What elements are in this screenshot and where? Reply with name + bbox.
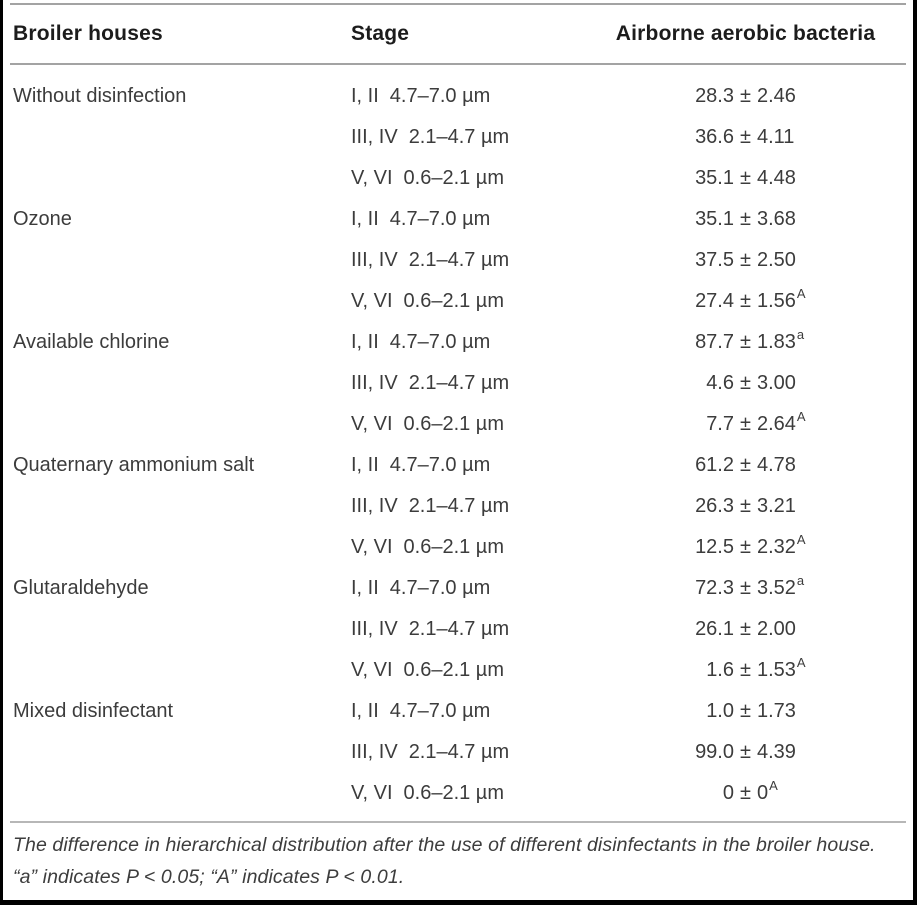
plus-minus: ± [740, 495, 751, 517]
value-cell [591, 618, 906, 641]
stage-cell [351, 618, 591, 641]
stage-range: 0.6–2.1 µm [403, 167, 504, 189]
stage-cell [351, 782, 591, 805]
table-row [13, 691, 906, 732]
sd-value [757, 741, 900, 764]
stage-range: 4.7–7.0 µm [389, 331, 491, 353]
stage-cell [351, 126, 591, 149]
mean-value: 99.0 [695, 741, 734, 763]
stage-range: 4.7–7.0 µm [389, 208, 491, 230]
stage-cell [351, 659, 591, 682]
stage-range: 4.7–7.0 µm [389, 85, 491, 107]
mean-value: 61.2 [695, 454, 734, 476]
column-header-stage: Stage [351, 22, 410, 45]
sd-value [757, 618, 900, 641]
stage-classes: III, IV [351, 249, 398, 271]
table-row [13, 76, 906, 117]
table-row [13, 486, 906, 527]
table-footnote: The difference in hierarchical distribution after the use of different disinfectants in the broiler house. “a” indicates P < 0.05; “A” indicates P < 0.01. [13, 834, 876, 888]
stage-cell [351, 454, 591, 477]
mean-value: 1.0 [706, 700, 734, 722]
sd-value [757, 85, 900, 108]
mean-value: 35.1 [695, 167, 734, 189]
stage-range: 4.7–7.0 µm [389, 577, 491, 599]
value-cell [591, 573, 906, 600]
table-row [13, 650, 906, 691]
stage-cell [351, 290, 591, 313]
plus-minus: ± [740, 741, 751, 763]
table-row [13, 568, 906, 609]
sd-number: 3.00 [756, 372, 796, 394]
table-row [13, 158, 906, 199]
sd-value [756, 655, 900, 682]
sd-number: 1.83 [756, 331, 796, 353]
stage-cell [351, 249, 591, 272]
plus-minus: ± [740, 618, 751, 640]
mean-value: 4.6 [706, 372, 734, 394]
significance-superscript: A [796, 286, 806, 302]
stage-range: 4.7–7.0 µm [389, 700, 491, 722]
significance-superscript: a [796, 327, 805, 343]
value-cell [591, 327, 906, 354]
plus-minus: ± [740, 577, 751, 599]
mean-value: 0 [722, 782, 734, 804]
plus-minus: ± [740, 290, 751, 312]
stage-range: 2.1–4.7 µm [408, 372, 510, 394]
stage-classes: I, II [351, 331, 379, 353]
sd-number: 1.73 [756, 700, 796, 722]
stage-cell [351, 85, 591, 108]
mean-value: 37.5 [695, 249, 734, 271]
table-row [13, 527, 906, 568]
sd-value [756, 327, 900, 354]
mean-value: 27.4 [695, 290, 734, 312]
stage-classes: V, VI [351, 782, 393, 804]
stage-cell [351, 741, 591, 764]
stage-range: 4.7–7.0 µm [389, 454, 491, 476]
mean-value: 26.1 [695, 618, 734, 640]
sd-number: 2.32 [756, 536, 796, 558]
sd-value [757, 700, 900, 723]
sd-value [757, 167, 900, 190]
sd-value [756, 409, 900, 436]
stage-cell [351, 495, 591, 518]
plus-minus: ± [740, 700, 751, 722]
table-body [10, 65, 906, 820]
sd-value [757, 249, 900, 272]
mean-value: 72.3 [695, 577, 734, 599]
stage-classes: III, IV [351, 495, 398, 517]
value-cell [591, 286, 906, 313]
sd-number: 4.39 [756, 741, 796, 763]
stage-classes: I, II [351, 700, 379, 722]
house-cell: Without disinfection [13, 85, 187, 107]
table-row [13, 117, 906, 158]
table-row [13, 609, 906, 650]
sd-value [757, 454, 900, 477]
value-cell [591, 532, 906, 559]
stage-range: 0.6–2.1 µm [403, 413, 504, 435]
sd-number: 2.00 [756, 618, 796, 640]
stage-cell [351, 577, 591, 600]
table-row [13, 445, 906, 486]
value-cell [591, 372, 906, 395]
stage-range: 2.1–4.7 µm [408, 249, 510, 271]
mean-value: 35.1 [695, 208, 734, 230]
stage-classes: V, VI [351, 167, 393, 189]
stage-classes: III, IV [351, 741, 398, 763]
sd-value [756, 778, 900, 805]
significance-superscript: A [769, 778, 778, 794]
table-header-row [10, 5, 906, 63]
table-row [13, 404, 906, 445]
plus-minus: ± [740, 126, 751, 148]
stage-cell [351, 372, 591, 395]
stage-classes: I, II [351, 577, 379, 599]
column-header-airborne-aerobic-bacteria: Airborne aerobic bacteria [615, 22, 876, 45]
sd-number: 2.64 [756, 413, 796, 435]
plus-minus: ± [740, 167, 751, 189]
stage-cell [351, 331, 591, 354]
stage-classes: I, II [351, 208, 379, 230]
value-cell [591, 208, 906, 231]
table-row [13, 773, 906, 814]
plus-minus: ± [740, 659, 751, 681]
plus-minus: ± [740, 372, 751, 394]
value-cell [591, 454, 906, 477]
value-cell [591, 249, 906, 272]
table-row [13, 281, 906, 322]
plus-minus: ± [740, 331, 751, 353]
plus-minus: ± [740, 782, 751, 804]
significance-superscript: A [796, 532, 806, 548]
stage-classes: III, IV [351, 126, 398, 148]
stage-classes: I, II [351, 85, 379, 107]
sd-number: 1.56 [756, 290, 796, 312]
stage-classes: V, VI [351, 659, 393, 681]
stage-classes: V, VI [351, 290, 393, 312]
mean-value: 28.3 [695, 85, 734, 107]
sd-value [757, 372, 900, 395]
plus-minus: ± [740, 536, 751, 558]
sd-number: 3.52 [756, 577, 796, 599]
sd-number: 4.78 [756, 454, 796, 476]
mean-value: 87.7 [695, 331, 734, 353]
stage-range: 0.6–2.1 µm [403, 659, 504, 681]
significance-superscript: A [796, 655, 806, 671]
stage-range: 0.6–2.1 µm [403, 290, 504, 312]
sd-value [756, 286, 900, 313]
mean-value: 7.7 [706, 413, 734, 435]
stage-classes: III, IV [351, 618, 398, 640]
stage-cell [351, 413, 591, 436]
plus-minus: ± [740, 85, 751, 107]
stage-cell [351, 208, 591, 231]
sd-number: 3.68 [756, 208, 796, 230]
column-header-broiler-houses: Broiler houses [13, 22, 163, 45]
sd-number: 4.11 [756, 126, 795, 148]
value-cell [591, 167, 906, 190]
house-cell: Ozone [13, 208, 72, 230]
sd-number: 2.46 [756, 85, 796, 107]
plus-minus: ± [740, 413, 751, 435]
sd-value [757, 126, 900, 149]
significance-superscript: A [796, 409, 806, 425]
house-cell: Quaternary ammonium salt [13, 454, 255, 476]
stage-range: 2.1–4.7 µm [408, 495, 510, 517]
sd-number: 4.48 [756, 167, 796, 189]
sd-number: 3.21 [756, 495, 796, 517]
stage-range: 0.6–2.1 µm [403, 536, 504, 558]
value-cell [591, 655, 906, 682]
value-cell [591, 409, 906, 436]
table-row [13, 199, 906, 240]
plus-minus: ± [740, 249, 751, 271]
value-cell [591, 126, 906, 149]
value-cell [591, 495, 906, 518]
sd-value [757, 208, 900, 231]
sd-value [756, 573, 900, 600]
mean-value: 12.5 [695, 536, 734, 558]
stage-classes: III, IV [351, 372, 398, 394]
stage-classes: V, VI [351, 413, 393, 435]
table-row [13, 363, 906, 404]
stage-range: 2.1–4.7 µm [408, 741, 510, 763]
mean-value: 1.6 [706, 659, 734, 681]
house-cell: Glutaraldehyde [13, 577, 149, 599]
value-cell [591, 700, 906, 723]
mean-value: 26.3 [695, 495, 734, 517]
sd-number: 1.53 [756, 659, 796, 681]
sd-number: 0 [756, 782, 769, 804]
sd-value [756, 532, 900, 559]
value-cell [591, 778, 906, 805]
house-cell: Available chlorine [13, 331, 170, 353]
stage-range: 2.1–4.7 µm [408, 618, 510, 640]
stage-classes: I, II [351, 454, 379, 476]
table-row [13, 240, 906, 281]
house-cell: Mixed disinfectant [13, 700, 174, 722]
stage-cell [351, 700, 591, 723]
stage-cell [351, 167, 591, 190]
table-row [13, 732, 906, 773]
value-cell [591, 741, 906, 764]
plus-minus: ± [740, 208, 751, 230]
mean-value: 36.6 [695, 126, 734, 148]
plus-minus: ± [740, 454, 751, 476]
stage-cell [351, 536, 591, 559]
significance-superscript: a [796, 573, 805, 589]
value-cell [591, 85, 906, 108]
stage-range: 0.6–2.1 µm [403, 782, 504, 804]
table-row [13, 322, 906, 363]
sd-number: 2.50 [756, 249, 796, 271]
sd-value [757, 495, 900, 518]
stage-classes: V, VI [351, 536, 393, 558]
paper-table [3, 0, 913, 900]
stage-range: 2.1–4.7 µm [408, 126, 510, 148]
